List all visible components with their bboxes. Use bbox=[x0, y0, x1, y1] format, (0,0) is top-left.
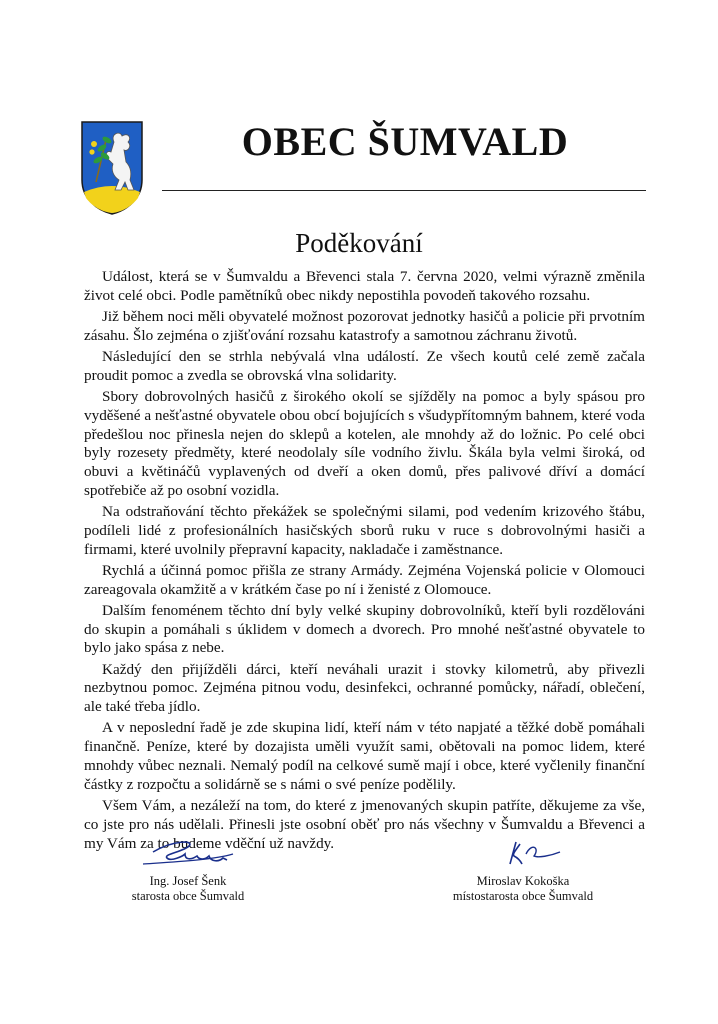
paragraph: Sbory dobrovolných hasičů z širokého okolí se sjížděly na pomoc a byly spásou pro vyděšené a nešťastné obyvatele obou obcí bojujících s všudypřítomným bahnem, které voda předešlou noc přinesla nejen do sklepů a kotelen, ale mnohdy až do ložnic. Po celé obci byly rozesety předměty, které neodolaly síle vodního živlu. Škála byla velmi široká, od obuvi a květináčů vyplavených od dveří a oken domů, přes palivové dříví a domácí spotřebiče až po osobní vozidla. bbox=[84, 387, 645, 499]
paragraph: A v neposlední řadě je zde skupina lidí, kteří nám v této napjaté a těžké době pomáhali finančně. Peníze, které by dozajista uměli využít sami, obětovali na pomoc lidem, které mnohdy vůbec neznali. Nemalý podíl na celkové sumě mají i obce, které vyčlenily finanční částky z rozpočtu a solidárně se s námi o své peníze podělily. bbox=[84, 719, 645, 793]
signature-block-mayor bbox=[68, 834, 308, 904]
header-divider bbox=[162, 190, 646, 191]
paragraph: Na odstraňování těchto překážek se společnými silami, pod vedením krizového štábu, podíleli lidé z profesionálních hasičských sborů ruku v ruce s dobrovolnými hasiči a firmami, které uvolnily přepravní kapacity, nakladače i zaměstnance. bbox=[84, 503, 645, 558]
handwritten-signature-icon bbox=[123, 834, 253, 874]
paragraph: Každý den přijížděli dárci, kteří neváhali urazit i stovky kilometrů, aby přivezli nezbytnou pomoc. Zejména pitnou vodu, desinfekci, ochranné pomůcky, nářadí, oblečení, ale také třeba jídlo. bbox=[84, 660, 645, 716]
paragraph: Rychlá a účinná pomoc přišla ze strany Armády. Zejména Vojenská policie v Olomouci zareagovala okamžitě a v krátkém čase po ní i ženisté z Olomouce. bbox=[84, 561, 645, 598]
signatory-role: místostarosta obce Šumvald bbox=[452, 889, 594, 903]
signature-block-deputy-mayor bbox=[403, 834, 643, 904]
document-title: Poděkování bbox=[295, 228, 423, 258]
paragraph: Všem Vám, a nezáleží na tom, do které z jmenovaných skupin patříte, děkujeme za vše, co jste pro nás udělali. Přinesli jste osobní oběť pro nás všechny v Šumvaldu a Břevenci a my Vám za to budeme vděční už navždy. bbox=[84, 797, 645, 852]
signatory-role: starosta obce Šumvald bbox=[131, 889, 245, 903]
paragraph: Již během noci měli obyvatelé možnost pozorovat jednotky hasičů a policie při prvotním zásahu. Šlo zejména o zjišťování rozsahu katastrofy a samotnou záchranu životů. bbox=[84, 307, 645, 344]
organization-title: OBEC ŠUMVALD bbox=[241, 119, 569, 164]
handwritten-signature-icon bbox=[458, 834, 588, 874]
signatory-name: Ing. Josef Šenk bbox=[149, 874, 227, 888]
coat-of-arms-icon bbox=[80, 120, 144, 216]
paragraph: Událost, která se v Šumvaldu a Břevenci stala 7. června 2020, velmi výrazně změnila život celé obci. Podle pamětníků obec nikdy nepostihla povodeň takového rozsahu. bbox=[84, 268, 645, 304]
signatory-name: Miroslav Kokoška bbox=[476, 874, 570, 888]
paragraph: Následující den se strhla nebývalá vlna událostí. Ze všech koutů celé země začala proudit pomoc a zvedla se obrovská vlna solidarity. bbox=[84, 347, 645, 384]
paragraph: Dalším fenoménem těchto dní byly velké skupiny dobrovolníků, kteří byli rozdělováni do skupin a pomáhali s úklidem v domech a dvorech. Pro mnohé nešťastné obyvatele to bylo jako spása z nebe. bbox=[84, 601, 645, 657]
letter-body bbox=[84, 268, 645, 856]
